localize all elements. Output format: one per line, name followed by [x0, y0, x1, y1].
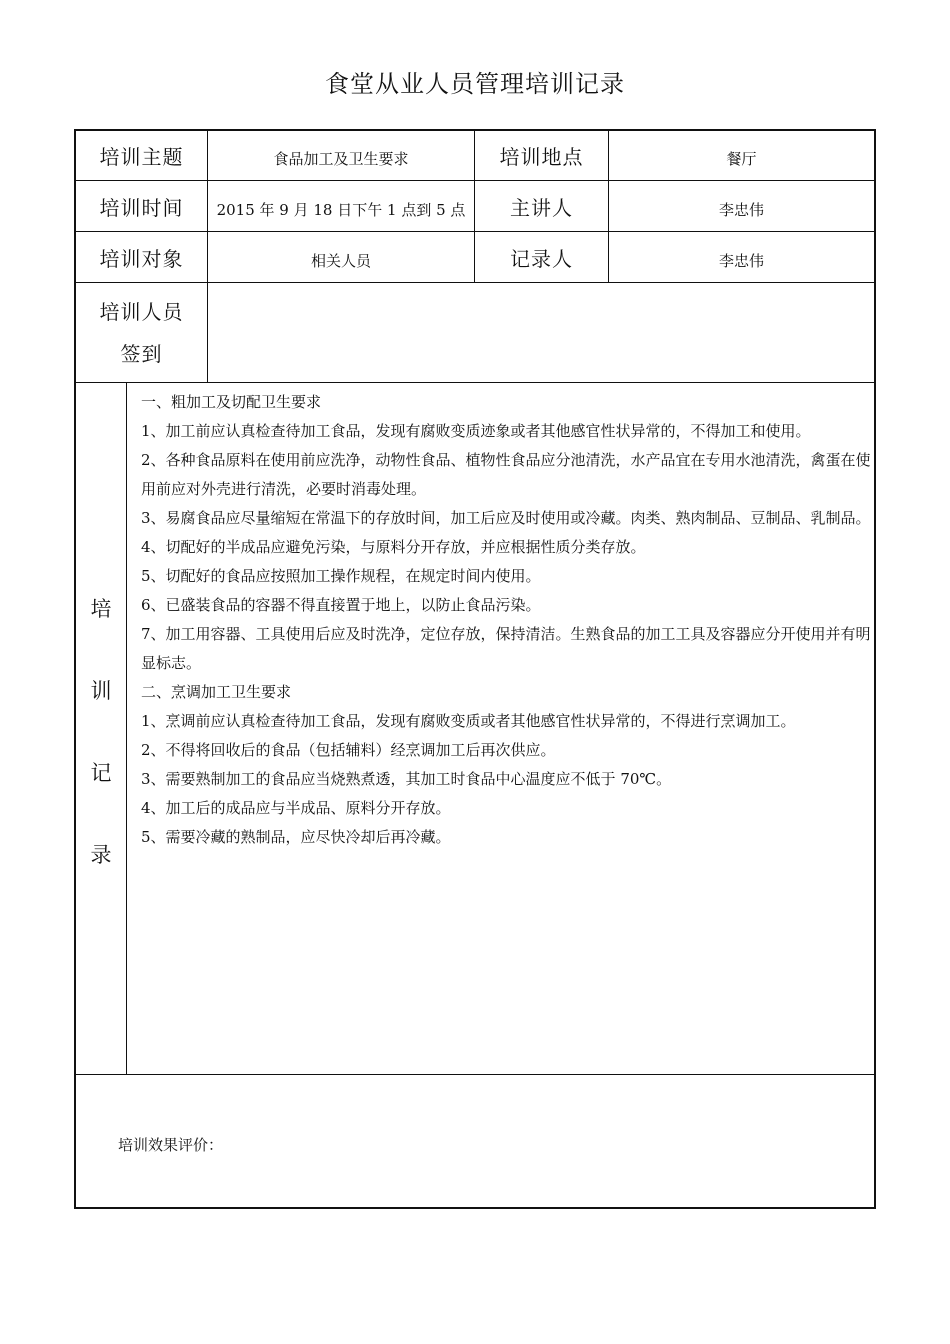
- record-paragraph: 6、已盛装食品的容器不得直接置于地上，以防止食品污染。: [141, 596, 541, 614]
- lecturer-value: 李忠伟: [718, 200, 764, 219]
- time-label: 培训时间: [99, 195, 184, 220]
- row-divider: [74, 382, 876, 383]
- record-label-char: 录: [90, 843, 112, 867]
- record-paragraph: 2、各种食品原料在使用前应洗净，动物性食品、植物性食品应分池清洗，水产品宜在专用水池清洗，禽蛋在使用前应对外壳进行清洗，必要时消毒处理。: [141, 451, 871, 498]
- record-paragraph: 2、不得将回收后的食品（包括辅料）经烹调加工后再次供应。: [141, 741, 556, 759]
- row-divider: [74, 1074, 876, 1075]
- record-paragraph: 3、需要熟制加工的食品应当烧熟煮透，其加工时食品中心温度应不低于 70℃。: [141, 770, 672, 788]
- recorder-label: 记录人: [510, 246, 573, 271]
- recorder-value: 李忠伟: [718, 251, 764, 270]
- record-paragraph: 一、粗加工及切配卫生要求: [141, 393, 322, 411]
- record-paragraph: 1、加工前应认真检查待加工食品，发现有腐败变质迹象或者其他感官性状异常的，不得加工和使用。: [141, 422, 811, 440]
- audience-value: 相关人员: [310, 251, 371, 270]
- time-value: 2015 年 9 月 18 日下午 1 点到 5 点: [216, 200, 466, 219]
- record-label-char: 培: [90, 597, 112, 621]
- location-label: 培训地点: [499, 145, 584, 169]
- document-title: 食堂从业人员管理培训记录: [325, 70, 625, 98]
- record-paragraph: 二、烹调加工卫生要求: [141, 683, 292, 701]
- signin-label-line2: 签到: [120, 341, 163, 366]
- signin-label: [76, 283, 207, 382]
- audience-label: 培训对象: [99, 246, 184, 271]
- location-value: 餐厅: [726, 150, 757, 168]
- record-paragraph: 5、切配好的食品应按照加工操作规程，在规定时间内使用。: [141, 567, 541, 585]
- record-label-char: 训: [90, 679, 112, 703]
- record-label-char: 记: [90, 761, 112, 785]
- record-paragraph: 4、加工后的成品应与半成品、原料分开存放。: [141, 799, 451, 817]
- record-content: [141, 388, 871, 852]
- lecturer-label: 主讲人: [510, 195, 573, 220]
- record-paragraph: 4、切配好的半成品应避免污染，与原料分开存放，并应根据性质分类存放。: [141, 538, 646, 556]
- record-paragraph: 1、烹调前应认真检查待加工食品，发现有腐败变质或者其他感官性状异常的，不得进行烹调加工。: [141, 712, 796, 730]
- column-divider: [126, 382, 127, 1074]
- topic-value: 食品加工及卫生要求: [273, 150, 409, 168]
- record-label: [76, 383, 126, 1073]
- record-paragraph: 5、需要冷藏的熟制品，应尽快冷却后再冷藏。: [141, 828, 451, 846]
- signin-area[interactable]: [208, 283, 874, 382]
- record-paragraph: 3、易腐食品应尽量缩短在常温下的存放时间，加工后应及时使用或冷藏。肉类、熟肉制品、豆制品、乳制品。: [141, 509, 871, 527]
- evaluation-label: 培训效果评价：: [118, 1136, 224, 1154]
- signin-label-line1: 培训人员: [99, 299, 184, 324]
- evaluation-value[interactable]: [240, 1134, 860, 1156]
- record-paragraph: 7、加工用容器、工具使用后应及时洗净，定位存放，保持清洁。生熟食品的加工工具及容器应分开使用并有明显标志。: [141, 625, 871, 672]
- topic-label: 培训主题: [99, 145, 184, 169]
